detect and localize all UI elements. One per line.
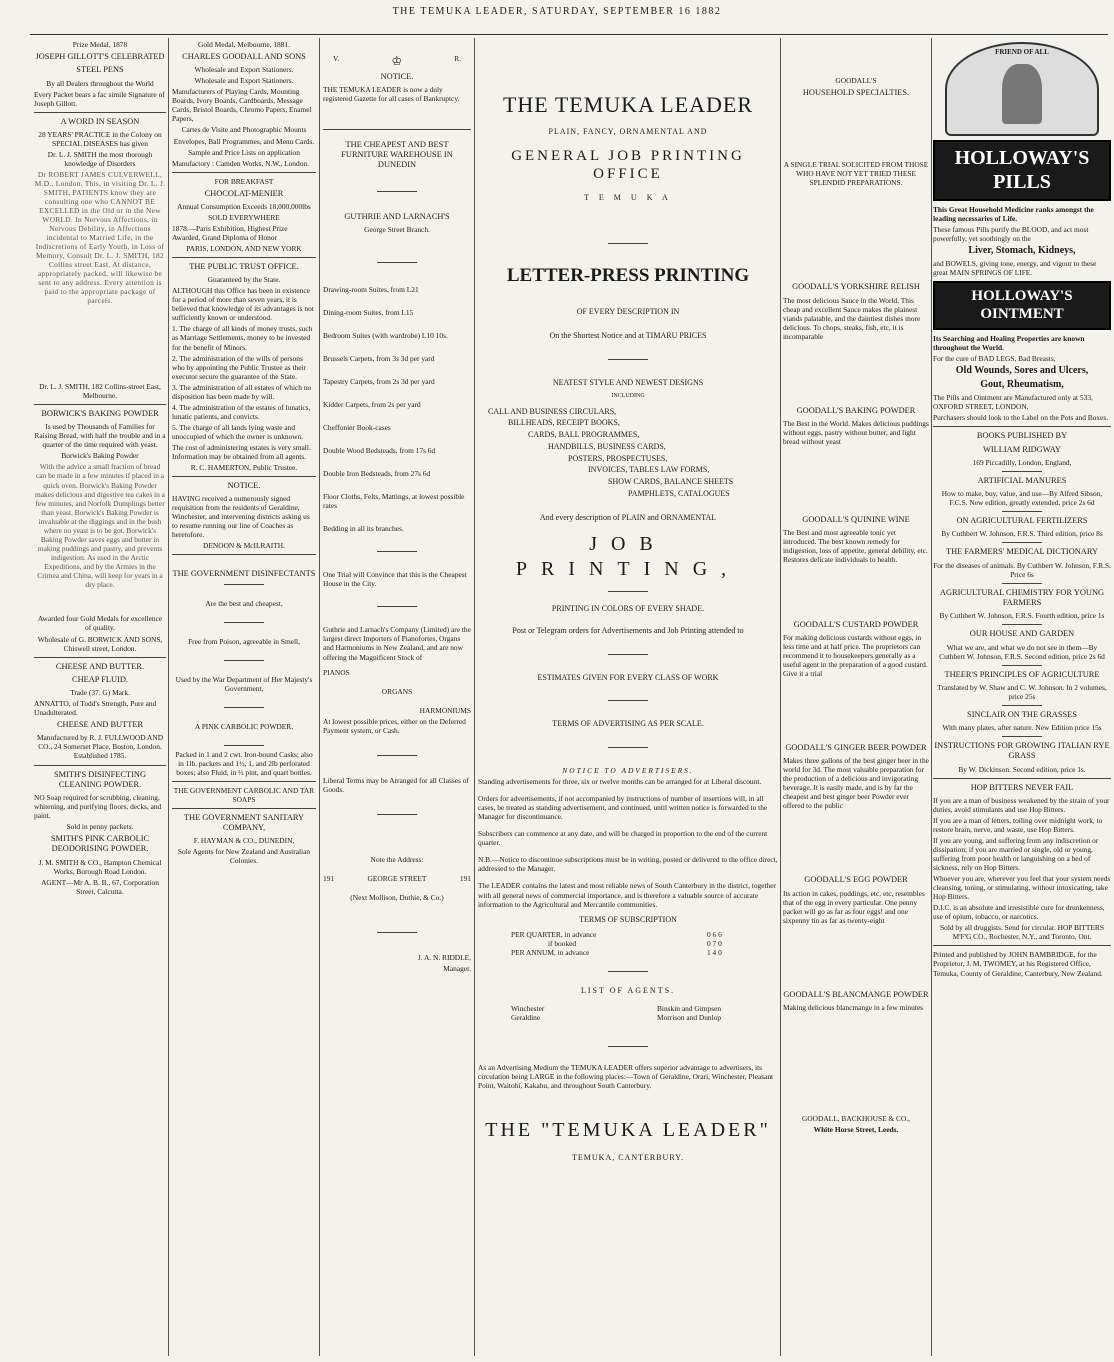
printing-item: CARDS, BALL PROGRAMMES, bbox=[528, 430, 640, 440]
holloway-seal-image bbox=[945, 42, 1099, 136]
column-3 bbox=[323, 40, 471, 1355]
table-cell: PER QUARTER, in advance bbox=[511, 930, 597, 940]
table-row bbox=[508, 1013, 724, 1022]
ointment-text: Purchasers should look to the Label on the Pots and Boxes. bbox=[933, 413, 1109, 423]
gillott-dealers: By all Dealers throughout the World bbox=[46, 78, 154, 88]
crown-icon: ♔ bbox=[391, 54, 403, 68]
masthead: THE TEMUKA LEADER, SATURDAY, SEPTEMBER 16 1882 bbox=[392, 6, 722, 17]
column-divider bbox=[780, 38, 781, 1356]
table-cell: 1 4 0 bbox=[707, 948, 722, 958]
printing-list bbox=[478, 407, 778, 499]
borwick-name: Borwick's Baking Powder bbox=[61, 451, 139, 461]
borwick-title: BORWICK'S BAKING POWDER bbox=[41, 409, 159, 419]
furniture-item: Dining-room Suites, from L15 bbox=[323, 308, 414, 317]
letterpress-printing: LETTER-PRESS PRINTING bbox=[506, 264, 750, 286]
leader-title: THE TEMUKA LEADER bbox=[502, 92, 754, 117]
footer-title: THE "TEMUKA LEADER" bbox=[485, 1119, 771, 1142]
table-cell: if booked bbox=[548, 939, 577, 949]
furniture-item: Cheffonier Book-cases bbox=[323, 423, 391, 433]
book-title: AGRICULTURAL CHEMISTRY FOR YOUNG FARMERS bbox=[939, 587, 1105, 607]
fullwood: Manufactured by R. J. FULLWOOD AND CO., 24 Somerset Place, Boston, London. Established 1785. bbox=[36, 733, 164, 761]
william-ridgway: WILLIAM RIDGWAY bbox=[982, 444, 1062, 454]
shortest-notice: On the Shortest Notice and at TIMARU PRICES bbox=[549, 330, 707, 340]
smith-body: NO Soap required for scrubbing, cleaning, whitening, and purifying floors, decks, and paint. bbox=[34, 793, 162, 821]
trial-convince: One Trial will Convince that this is the Cheapest House in the City. bbox=[323, 570, 467, 589]
book-desc: With many plates, after nature. New Edition price 15s bbox=[942, 723, 1102, 733]
disinfectants-packed: Packed in 1 and 2 cwt. Iron-bound Casks; also in 1lb. packets and 1½, 1, and 2lb perforated boxes; also Fluid, in ½ pint, and quart bottles. bbox=[175, 749, 313, 777]
borwick-used: Is used by Thousands of Families for Raising Bread, with half the trouble and in a quarter of the time required with yeast. bbox=[34, 422, 166, 450]
next-mollison: (Next Mollison, Duthie, & Co.) bbox=[350, 892, 444, 902]
book-title: INSTRUCTIONS FOR GROWING ITALIAN RYE GRASS bbox=[934, 741, 1110, 761]
town: T E M U K A bbox=[584, 193, 672, 203]
book-title: THE FARMERS' MEDICAL DICTIONARY bbox=[945, 547, 1099, 557]
table-cell: PER ANNUM, in advance bbox=[511, 948, 590, 958]
estimates: ESTIMATES GIVEN FOR EVERY CLASS OF WORK bbox=[537, 672, 719, 682]
trust-para-7: The cost of administering estates is very small. Information may be obtained from all agents. bbox=[172, 442, 311, 461]
chocolat-consumption: Annual Consumption Exceeds 18,000,000lbs bbox=[177, 201, 311, 211]
column-6 bbox=[933, 40, 1111, 1355]
hop-text: If you are a man of letters, toiling over midnight work, to restore brain, nerve, and waste, use Hop Bitters. bbox=[933, 816, 1103, 835]
goodall-head: GOODALL'S bbox=[835, 76, 877, 85]
subs-title: TERMS OF SUBSCRIPTION bbox=[579, 914, 677, 924]
gazette-notice-body: THE TEMUKA LEADER is now a duly registered Gazette for all cases of Bankruptcy. bbox=[323, 84, 460, 103]
chocolat-cities: PARIS, LONDON, AND NEW YORK bbox=[186, 244, 302, 253]
book-desc: What we are, and what we do not see in them—By Cuthbert W. Johnson, F.R.S. Second edition, price 2s 6d bbox=[939, 642, 1105, 661]
borwick-wholesale: Wholesale of G. BORWICK AND SONS, Chiswell street, London. bbox=[37, 634, 163, 653]
printing-item: HANDBILLS, BUSINESS CARDS, bbox=[548, 441, 666, 451]
holloways-ointment-banner: HOLLOWAY'S OINTMENT bbox=[933, 281, 1111, 330]
adv-para-4: N.B.—Notice to discontinue subscriptions must be in writing, posted or delivered to the office direct, addressed to the Manager. bbox=[478, 855, 778, 874]
furniture-item: Double Wood Bedsteads, from 17s 6d bbox=[323, 446, 436, 456]
product-desc: The most delicious Sauce in the World. This cheap and excellent Sauce makes the plainest viands palatable, and the daintiest dishes more delicious. To chops, steaks, fish, etc, it is incomparable bbox=[783, 295, 921, 341]
trade-mark: Trade (37. G) Mark. bbox=[70, 688, 130, 698]
seal-text: FRIEND OF ALL bbox=[995, 48, 1049, 56]
every-description: OF EVERY DESCRIPTION IN bbox=[576, 307, 680, 317]
hop-text: Sold by all druggists. Send for circular. HOP BITTERS M'F'G CO., Rochester, N.Y., and Toronto, Ont. bbox=[940, 923, 1104, 942]
holloways-pills-banner: HOLLOWAY'S PILLS bbox=[933, 140, 1111, 201]
plain-fancy: PLAIN, FANCY, ORNAMENTAL AND bbox=[548, 126, 708, 136]
table-cell: 0 6 6 bbox=[707, 930, 722, 940]
pills-text: These famous Pills purify the BLOOD, and act most powerfully, yet soothingly on the bbox=[933, 224, 1089, 243]
product-title: GOODALL'S QUININE WINE bbox=[802, 515, 910, 525]
smith-title: SMITH'S DISINFECTING CLEANING POWDER. bbox=[53, 769, 146, 789]
pianos-prices: At lowest possible prices, either on the Deferred Payment system, or Cash. bbox=[323, 716, 466, 735]
product-title: GOODALL'S CUSTARD POWDER bbox=[793, 619, 919, 629]
sole-agents: Sole Agents for New Zealand and Australian Colonies. bbox=[177, 847, 311, 866]
book-desc: By Cuthbert W. Johnson, F.R.S. Fourth edition, price 1s bbox=[939, 611, 1105, 621]
ointment-text: The Pills and Ointment are Manufactured only at 533, OXFORD STREET, LONDON, bbox=[933, 393, 1093, 412]
coach-signature: DENOON & McILRAITH. bbox=[203, 541, 285, 551]
printing-item: BILLHEADS, RECEIPT BOOKS, bbox=[508, 418, 620, 428]
harmoniums: HARMONIUMS bbox=[419, 705, 471, 715]
including: INCLUDING bbox=[611, 393, 645, 400]
column-divider bbox=[168, 38, 169, 1356]
column-5 bbox=[783, 40, 929, 1355]
vr-v: V. bbox=[333, 54, 340, 63]
general-job-printing: GENERAL JOB PRINTING OFFICE bbox=[511, 147, 745, 182]
trust-signature: R. C. HAMERTON, Public Trustee. bbox=[190, 462, 298, 472]
table-cell: Binskin and Gimpsen bbox=[657, 1004, 722, 1014]
furniture-item: Brussels Carpets, from 3s 3d per yard bbox=[323, 354, 435, 364]
pills-text: and BOWELS, giving tone, energy, and vigour to these great MAIN SPRINGS OF LIFE. bbox=[933, 259, 1097, 278]
book-title: ON AGRICULTURAL FERTILIZERS bbox=[956, 516, 1088, 526]
goodall-stationers-2: Wholesale and Export Stationers. bbox=[194, 76, 294, 86]
adv-para-5: The LEADER contains the latest and most reliable news of South Canterbury in the district, together with all general news of commercial importance, and is therefore a valuable source of accurate information to the Agricultural and Mercantile communities. bbox=[478, 881, 777, 909]
table-row bbox=[508, 1004, 724, 1013]
book-desc: Translated by W. Shaw and C. W. Johnson. In 2 volumes, price 25s bbox=[937, 682, 1107, 701]
household-specialties: HOUSEHOLD SPECIALTIES. bbox=[802, 88, 910, 98]
goodall-title: CHARLES GOODALL AND SONS bbox=[182, 52, 306, 62]
book-title: SINCLAIR ON THE GRASSES bbox=[967, 709, 1077, 719]
gillott-pens: STEEL PENS bbox=[76, 65, 124, 75]
book-desc: By Cuthbert W. Johnson, F.R.S. Third edition, price 8s bbox=[941, 529, 1103, 539]
furniture-item: Floor Cloths, Felts, Mattings, at lowest possible rates bbox=[323, 492, 465, 511]
chocolat-title: CHOCOLAT-MENIER bbox=[204, 188, 284, 198]
printing-item: SHOW CARDS, BALANCE SHEETS bbox=[608, 477, 734, 487]
furniture-title: THE CHEAPEST AND BEST FURNITURE WAREHOUSE IN DUNEDIN bbox=[341, 139, 453, 170]
borwick-medals: Awarded four Gold Medals for excellence of quality. bbox=[37, 614, 163, 633]
product-desc: Makes three gallons of the best ginger beer in the world for 3d. The most valuable preparation for the production of a delicious and invigorating beverage. It is easily made, and is by far the cheapest and best ginger beer Powder ever offered to the public bbox=[783, 756, 929, 811]
season-practice: 28 YEARS' PRACTICE in the Colony on SPECIAL DISEASES has given bbox=[38, 129, 162, 148]
organs: ORGANS bbox=[381, 686, 413, 696]
notice-to-advertisers: NOTICE TO ADVERTISERS. bbox=[562, 766, 694, 776]
george-street: George Street Branch. bbox=[364, 224, 430, 234]
header-rule bbox=[30, 34, 1108, 35]
colors: PRINTING IN COLORS OF EVERY SHADE. bbox=[551, 604, 705, 614]
hayman: F. HAYMAN & CO., DUNEDIN, bbox=[193, 836, 295, 846]
furniture-item: Bedding in all its branches. bbox=[323, 524, 404, 534]
liberal-terms: Liberal Terms may be Arranged for all Classes of Goods. bbox=[323, 775, 469, 794]
trust-title: THE PUBLIC TRUST OFFICE. bbox=[189, 262, 299, 272]
goodall-stationers: Wholesale and Export Stationers. bbox=[194, 65, 294, 75]
trust-para-2: 1. The charge of all kinds of money trusts, such as Marriage Settlements, money to be invested for the benefit of Minors. bbox=[172, 324, 313, 352]
printing-item: CALL AND BUSINESS CIRCULARS, bbox=[488, 406, 617, 416]
cheap-fluid: CHEAP FLUID. bbox=[72, 674, 128, 684]
books-title: BOOKS PUBLISHED BY bbox=[976, 431, 1068, 441]
table-cell: Morrison and Dunlop bbox=[657, 1013, 722, 1023]
table-row bbox=[508, 948, 725, 957]
imprint: Printed and published by JOHN BAMBRIDGE, for the Proprietor, J. M. TWOMEY, at his Registered Office, Temuka, County of Geraldine, Canterbury, New Zealand. bbox=[933, 950, 1103, 978]
goodall-backhouse: GOODALL, BACKHOUSE & CO., bbox=[802, 1114, 910, 1123]
vr-r: R. bbox=[454, 54, 461, 63]
table-cell: Winchester bbox=[511, 1004, 545, 1014]
disinfectants-best: Are the best and cheapest, bbox=[205, 598, 283, 608]
manager: Manager. bbox=[443, 963, 471, 973]
agents-table bbox=[508, 1004, 724, 1022]
breakfast: FOR BREAKFAST bbox=[214, 176, 274, 186]
product-desc: The Best and most agreeable tonic yet introduced. The best known remedy for indigestion, loss of appetite, general debility, etc. Restores delicate individuals to health. bbox=[783, 528, 928, 565]
column-4 bbox=[478, 40, 778, 1355]
pianos: PIANOS bbox=[323, 667, 350, 677]
ointment-text: Its Searching and Healing Properties are known throughout the World. bbox=[933, 333, 1085, 352]
goodall-manufacturers: Manufacturers of Playing Cards, Mounting Boards, Ivory Boards, Cardboards, Message Cards, Bristol Boards, Chromo Papers, Enamel Papers, bbox=[172, 87, 312, 124]
book-title: ARTIFICIAL MANURES bbox=[977, 475, 1067, 485]
table-cell: 0 7 0 bbox=[707, 939, 722, 949]
adv-para-2: Orders for advertisements, if not accompanied by instructions of number of insertions will, in all cases, be treated as standing advertisement, and continued, until written notice is forwarded to the Manager for discontinuance. bbox=[478, 794, 768, 822]
furniture-item: Bedroom Suites (with wardrobe) L10 10s. bbox=[323, 331, 448, 341]
table-cell: Geraldine bbox=[511, 1013, 541, 1023]
goodall-samples: Sample and Price Lists on application bbox=[188, 147, 300, 157]
product-title: GOODALL'S YORKSHIRE RELISH bbox=[792, 282, 920, 292]
agents-title: LIST OF AGENTS. bbox=[580, 986, 676, 996]
season-body-text: Dr ROBERT JAMES CULVERWELL, M.D., London. This, in visiting Dr. L. J. SMITH, PATIENTS know they are consulting one who CANNOT BE EXCELLED in the Old or in the New WORLD. In Nervous Affections, in Nervous Debility, in Affections incidental to Married Life, in the Indiscretions of Early Youth, in Loss of Memory, Consult Dr. L. J. SMITH, 182 Collins street East. At distance, appropriately packed, will likewise be sent to any address. Every attention is paid to the appropriate package of parcels. bbox=[34, 170, 166, 306]
gillott-prize: Prize Medal, 1878 bbox=[72, 40, 128, 49]
riddle: J. A. N. RIDDLE, bbox=[417, 952, 471, 962]
book-desc: For the diseases of animals. By Cuthbert W. Johnson, F.R.S. Price 6s bbox=[933, 560, 1111, 579]
post-telegram: Post or Telegram orders for Advertisements and Job Printing attended to bbox=[512, 625, 744, 635]
gillott-title: JOSEPH GILLOTT'S CELEBRATED bbox=[35, 52, 165, 62]
white-horse-street: White Horse Street, Leeds. bbox=[813, 1125, 899, 1135]
furniture-item: Tapestry Carpets, from 2s 3d per yard bbox=[323, 377, 435, 387]
furniture-list bbox=[323, 285, 471, 533]
trust-para-3: 2. The administration of the wills of persons who by appointing the Public Trustee as their executor secure the guarantee of the State. bbox=[172, 353, 307, 381]
chocolat-prize: 1878.—Paris Exhibition, Highest Prize Awarded, Grand Diploma of Honor bbox=[172, 223, 288, 242]
smith-agent: AGENT—Mr A. B. B., 67, Corporation Street, Calcutta. bbox=[41, 877, 159, 896]
adv-para-1: Standing advertisements for three, six or twelve months can be arranged for at Liberal discount. bbox=[478, 777, 762, 787]
printing-item: POSTERS, PROSPECTUSES, bbox=[568, 453, 668, 463]
goodall-cartes: Cartes de Visite and Photographic Mounts bbox=[181, 125, 307, 135]
subs-table bbox=[508, 930, 725, 957]
sanitary-company: THE GOVERNMENT SANITARY COMPANY, bbox=[183, 812, 305, 833]
gillott-packet: Every Packet bears a fac simile Signature of Joseph Gillott. bbox=[34, 89, 165, 108]
column-2 bbox=[172, 40, 316, 1355]
ointment-wounds: Old Wounds, Sores and Ulcers, bbox=[955, 364, 1089, 376]
guthrie-title: GUTHRIE AND LARNACH'S bbox=[344, 211, 450, 221]
street-number: 191 bbox=[323, 873, 335, 883]
goodall-manufactory: Manufactory : Camden Works, N.W., London. bbox=[172, 158, 309, 168]
annatto: ANNATTO, of Todd's Strength, Pure and Unadulterated. bbox=[34, 699, 157, 718]
job-printing: JOB PRINTING, bbox=[515, 533, 741, 580]
chocolat-sold: SOLD EVERYWHERE bbox=[208, 212, 280, 222]
smith-packets: Sold in penny packets. bbox=[66, 822, 134, 832]
book-desc: By W. Dickinson. Second edition, price 1s. bbox=[958, 764, 1086, 774]
printing-item: PAMPHLETS, CATALOGUES bbox=[628, 488, 730, 498]
trust-para-6: 5. The charge of all lands lying waste and unoccupied of which the owner is unknown. bbox=[172, 422, 304, 441]
adv-para-3: Subscribers can commence at any date, and will be charged in proportion to the end of the current quarter. bbox=[478, 829, 768, 848]
hop-text: Whoever you are, wherever you feel that your system needs cleansing, toning, or stimulating, without intoxicating, take Hop Bitters. bbox=[933, 874, 1111, 902]
product-title: GOODALL'S EGG POWDER bbox=[804, 875, 908, 885]
street-number: 191 bbox=[459, 873, 471, 883]
column-divider bbox=[319, 38, 320, 1356]
single-trial: A SINGLE TRIAL SOLICITED FROM THOSE WHO HAVE NOT YET TRIED THESE SPLENDID PREPARATIONS. bbox=[783, 160, 929, 188]
coach-notice-body: HAVING received a numerously signed requisition from the residents of Geraldine, Winchester, and intervening districts asking us to resume running our line of Coaches as heretofore. bbox=[172, 494, 310, 540]
trust-para-1: ALTHOUGH this Office has been in existence for a period of more than seven years, it is believed that knowledge of its advantages is not sufficiently known or understood. bbox=[172, 286, 314, 323]
season-doctor: Dr. L. J. SMITH the most thorough knowledge of Disorders bbox=[47, 149, 153, 168]
terms-advertising: TERMS OF ADVERTISING AS PER SCALE. bbox=[552, 719, 704, 729]
borwick-body-text: With the advice a small fraction of bread can be made in a few minutes if placed in a quick oven. Borwick's Baking Powder makes delicious and digestive tea cakes in a few minutes, and Norfolk Dumplings better than yeast. Borwick's Baking Powder is invaluable at the diggings and in the bush where no yeast is to be got. Borwick's Baking Powder saves eggs and butter in making puddings and pastry, and prevents indigestion. As used in the Arctic Expeditions, and by the Armies in the Crimea and China, will keep for years in a dry place. bbox=[35, 462, 165, 589]
disinfectants-soaps: THE GOVERNMENT CARBOLIC AND TAR SOAPS bbox=[173, 785, 315, 804]
advertising-medium: As an Advertising Medium the TEMUKA LEADER offers superior advantage to advertisers, its circulation being LARGE in the following places:—Town of Geraldine, Orari, Winchester, Pleasant Point, Waitohi, Kakahu, and throughout South Canterbury. bbox=[478, 1063, 774, 1091]
footer-sub: TEMUKA, CANTERBURY. bbox=[572, 1152, 684, 1162]
cheese-butter: CHEESE AND BUTTER bbox=[56, 720, 144, 730]
gazette-notice-title: NOTICE. bbox=[380, 71, 414, 81]
season-title: A WORD IN SEASON bbox=[60, 116, 140, 126]
product-desc: Making delicious blancmange in a few minutes bbox=[783, 1002, 923, 1012]
pianos-intro: Guthrie and Larnach's Company (Limited) are the largest direct Importers of Pianofortes, Organs and Harmoniums in New Zealand, and are now offering the Magnificent Stock of bbox=[323, 625, 471, 662]
hop-text: If you are a man of business weakened by the strain of your duties, avoid stimulants and use Hop Bitters. bbox=[933, 795, 1110, 814]
furniture-item: Double Iron Bedsteads, from 27s 6d bbox=[323, 469, 431, 479]
goodall-medal: Gold Medal, Melbourne, 1881. bbox=[198, 40, 290, 49]
hop-text: D.I.C. is an absolute and irresistible cure for drunkenness, use of opium, tobacco, or narcotics. bbox=[933, 903, 1105, 922]
product-desc: Its action in cakes, puddings, etc, etc, resembles that of the egg in every particular. One penny packet will go as far as four eggs! and one sixpenny tin as far as twenty-eight bbox=[783, 888, 925, 925]
book-title: OUR HOUSE AND GARDEN bbox=[969, 629, 1075, 639]
coach-notice-title: NOTICE. bbox=[227, 480, 261, 490]
disinfectants-pink: A PINK CARBOLIC POWDER, bbox=[194, 721, 294, 731]
disinfectants-war: Used by the War Department of Her Majesty's Government, bbox=[175, 674, 313, 693]
cheese-title: CHEESE AND BUTTER. bbox=[55, 661, 145, 671]
table-row bbox=[508, 930, 725, 939]
column-1 bbox=[34, 40, 166, 1355]
book-desc: How to make, buy, value, and use—By Alfred Sibson, F.C.S. New edition, greatly extended, price 2s 6d bbox=[941, 489, 1103, 508]
britannia-figure-icon bbox=[1002, 64, 1042, 124]
trust-para-4: 3. The administration of all estates of which no disposition has been made by will. bbox=[172, 382, 312, 401]
pills-organs: Liver, Stomach, Kidneys, bbox=[968, 244, 1076, 256]
smith-pink: SMITH'S PINK CARBOLIC DEODORISING POWDER. bbox=[50, 834, 150, 854]
column-divider bbox=[474, 38, 475, 1356]
trust-guarantee: Guaranteed by the State. bbox=[207, 275, 281, 285]
product-title: GOODALL'S GINGER BEER POWDER bbox=[785, 742, 927, 752]
plain-ornamental: And every description of PLAIN and ORNAMENTAL bbox=[539, 512, 717, 522]
hop-bitters-title: HOP BITTERS NEVER FAIL bbox=[970, 782, 1074, 792]
ridgway-address: 169 Piccadilly, London, England, bbox=[972, 457, 1072, 467]
furniture-item: Drawing-room Suites, from L21 bbox=[323, 284, 419, 294]
product-title: GOODALL'S BLANCMANGE POWDER bbox=[783, 989, 929, 999]
ointment-gout: Gout, Rheumatism, bbox=[980, 379, 1064, 391]
book-title: THEER'S PRINCIPLES OF AGRICULTURE bbox=[944, 669, 1100, 679]
ointment-text: For the cure of BAD LEGS, Bad Breasts, bbox=[933, 353, 1056, 363]
note-address: Note the Address: bbox=[370, 854, 424, 864]
george-street-address: GEORGE STREET bbox=[367, 873, 427, 883]
hop-text: If you are young, and suffering from any indiscretion or dissipation; if you are married or single, old or young, suffering from poor health or languishing on a bed of sickness, rely on Hop Bitters. bbox=[933, 836, 1099, 873]
disinfectants-poison: Free from Poison, agreeable in Smell, bbox=[188, 636, 300, 646]
season-address: Dr. L. J. SMITH, 182 Collins-street East, Melbourne. bbox=[39, 382, 161, 401]
trust-para-5: 4. The administration of the estates of lunatics, lunatic patients, and convicts. bbox=[172, 402, 311, 421]
disinfectants-title: THE GOVERNMENT DISINFECTANTS bbox=[172, 569, 316, 579]
product-title: GOODALL'S BAKING POWDER bbox=[796, 405, 916, 415]
table-row bbox=[508, 939, 725, 948]
smith-company: J. M. SMITH & CO., Hampton Chemical Works, Borough Road London. bbox=[38, 857, 162, 876]
pills-text: This Great Household Medicine ranks amongst the leading necessaries of Life. bbox=[933, 204, 1094, 223]
column-divider bbox=[931, 38, 932, 1356]
product-desc: The Best in the World. Makes delicious puddings without eggs, pastry without butter, and light bread without yeast bbox=[783, 419, 929, 447]
furniture-item: Kidder Carpets, from 2s per yard bbox=[323, 400, 421, 410]
printing-item: INVOICES, TABLES LAW FORMS, bbox=[588, 465, 710, 475]
goodall-envelopes: Envelopes, Ball Programmes, and Menu Cards. bbox=[173, 136, 315, 146]
product-desc: For making delicious custards without eggs, in less time and at half price. The proprietors can recommend it to housekeepers generally as a useful agent in the preparation of a good custard. Give it a trial bbox=[783, 632, 928, 678]
neatest-style: NEATEST STYLE AND NEWEST DESIGNS bbox=[552, 377, 704, 387]
